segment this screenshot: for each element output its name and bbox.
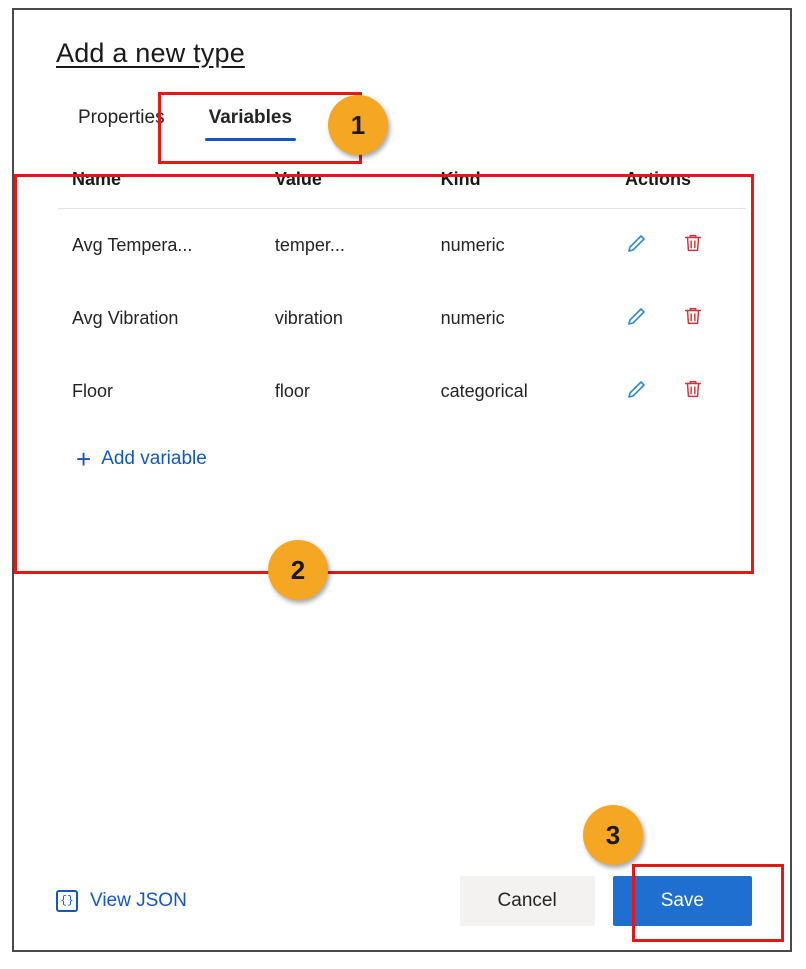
cell-kind: numeric: [440, 235, 505, 255]
table-body: [58, 209, 746, 429]
footer-button-group: [460, 876, 752, 926]
variables-table: [58, 159, 746, 428]
column-header-actions: Actions: [611, 159, 746, 209]
add-variable-button[interactable]: [76, 446, 207, 472]
edit-icon[interactable]: [625, 231, 649, 260]
annotation-callout-3: 3: [583, 805, 643, 865]
cancel-button[interactable]: Cancel: [460, 876, 595, 926]
edit-icon[interactable]: [625, 377, 649, 406]
cell-name: Avg Tempera...: [72, 235, 193, 255]
add-variable-label: Add variable: [101, 448, 207, 469]
tab-variables[interactable]: [187, 99, 314, 141]
tab-properties-label: Properties: [78, 107, 165, 128]
column-header-value: Value: [261, 159, 427, 209]
column-header-name: Name: [58, 159, 261, 209]
tab-properties[interactable]: [56, 99, 187, 141]
column-header-kind: Kind: [427, 159, 611, 209]
table-header: [58, 159, 746, 209]
json-braces-icon: {}: [56, 890, 78, 912]
cell-name: Avg Vibration: [72, 308, 179, 328]
view-json-button[interactable]: [56, 890, 187, 912]
view-json-label: View JSON: [90, 890, 187, 911]
table-row: [58, 209, 746, 283]
plus-icon: +: [76, 444, 92, 474]
cell-value: vibration: [274, 308, 343, 328]
delete-icon[interactable]: [682, 304, 704, 333]
edit-icon[interactable]: [625, 304, 649, 333]
cell-actions: [611, 355, 746, 428]
dialog-footer: [42, 874, 762, 928]
page-title: Add a new type: [56, 38, 245, 68]
cell-kind: categorical: [440, 381, 528, 401]
table-header-row: [58, 159, 746, 209]
table-row: [58, 282, 746, 355]
variables-table-container: [58, 159, 746, 472]
annotation-callout-1: 1: [328, 95, 388, 155]
annotation-callout-2: 2: [268, 540, 328, 600]
table-row: [58, 355, 746, 428]
cell-kind: numeric: [440, 308, 505, 328]
cell-name: Floor: [72, 381, 114, 401]
delete-icon[interactable]: [682, 377, 704, 406]
cell-actions: [611, 282, 746, 355]
save-button[interactable]: Save: [613, 876, 752, 926]
add-type-dialog: [12, 8, 792, 952]
cell-actions: [611, 209, 746, 283]
dialog-body: [14, 10, 790, 950]
tab-variables-label: Variables: [208, 107, 293, 128]
cell-value: temper...: [274, 235, 345, 255]
cell-value: floor: [274, 381, 310, 401]
delete-icon[interactable]: [682, 231, 704, 260]
tab-list: [56, 95, 762, 141]
